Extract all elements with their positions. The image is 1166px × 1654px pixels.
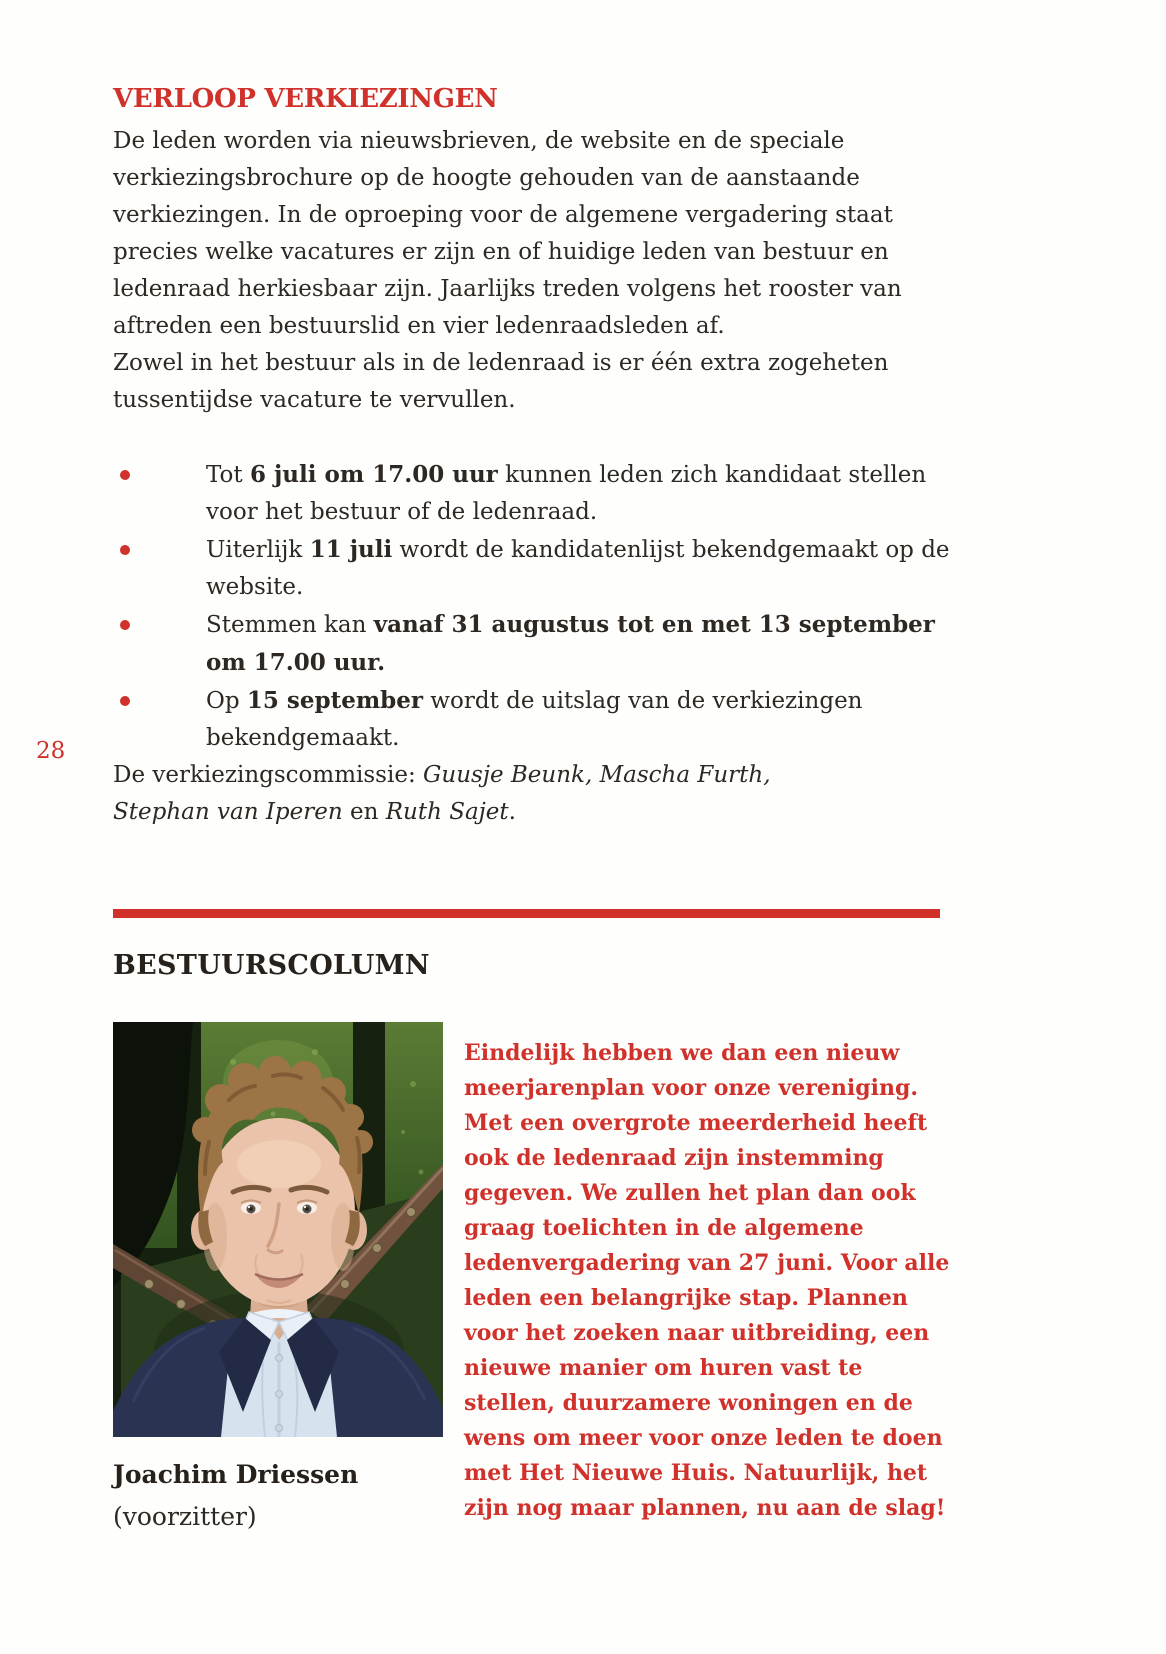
list-item-text: Op 15 september wordt de uitslag van de verkiezingen bekendgemaakt. — [206, 687, 863, 751]
bullet-dot — [120, 696, 130, 706]
section-divider — [113, 909, 940, 918]
bullet-dot — [120, 470, 130, 480]
bullet-dot — [120, 620, 130, 630]
section-heading: VERLOOP VERKIEZINGEN — [113, 84, 498, 114]
list-item — [113, 682, 955, 757]
caption-name: Joachim Driessen — [113, 1460, 359, 1489]
list-item-text: Stemmen kan vanaf 31 augustus tot en met 13 september om 17.00 uur. — [206, 611, 935, 676]
intro-paragraph-2: Zowel in het bestuur als in de ledenraad is er één extra zogeheten tussentijdse vacature te vervullen. — [113, 350, 889, 413]
list-item — [113, 606, 955, 682]
bestuurscolumn-heading: BESTUURSCOLUMN — [113, 950, 430, 981]
caption-role: (voorzitter) — [113, 1502, 257, 1531]
board-column-text: Eindelijk hebben we dan een nieuw meerjarenplan voor onze vereniging. Met een overgrote meerderheid heeft ook de ledenraad zijn instemming gegeven. We zullen het plan dan ook graag toelichten in de algemene ledenvergadering van 27 juni. Voor alle leden een belangrijke stap. Plannen voor het zoeken naar uitbreiding, een nieuwe manier om huren vast te stellen, duurzamere woningen en de wens om meer voor onze leden te doen met Het Nieuwe Huis. Natuurlijk, het zijn nog maar plannen, nu aan de slag! — [464, 1040, 950, 1521]
intro-paragraph: De leden worden via nieuwsbrieven, de website en de speciale verkiezingsbrochure op de hoogte gehouden van de aanstaande verkiezingen. In de oproeping voor de algemene vergadering staat precies welke vacatures er zijn en of huidige leden van bestuur en ledenraad herkiesbaar zijn. Jaarlijks treden volgens het rooster van aftreden een bestuurslid en vier ledenraadsleden af. — [113, 128, 902, 339]
bullet-dot — [120, 545, 130, 555]
list-item — [113, 531, 955, 606]
section-verloop-verkiezingen — [113, 84, 955, 831]
list-item — [113, 456, 955, 531]
election-committee-line: De verkiezingscommissie: Guusje Beunk, Mascha Furth, Stephan van Iperen en Ruth Sajet. — [113, 762, 771, 825]
photo-caption — [113, 1454, 358, 1538]
portrait-photo-joachim-driessen — [113, 1022, 443, 1437]
list-item-text: Tot 6 juli om 17.00 uur kunnen leden zich kandidaat stellen voor het bestuur of de ledenraad. — [206, 461, 927, 525]
list-item-text: Uiterlijk 11 juli wordt de kandidatenlijst bekendgemaakt op de website. — [206, 536, 950, 600]
page-number: 28 — [36, 738, 66, 764]
election-dates-list — [113, 456, 955, 757]
